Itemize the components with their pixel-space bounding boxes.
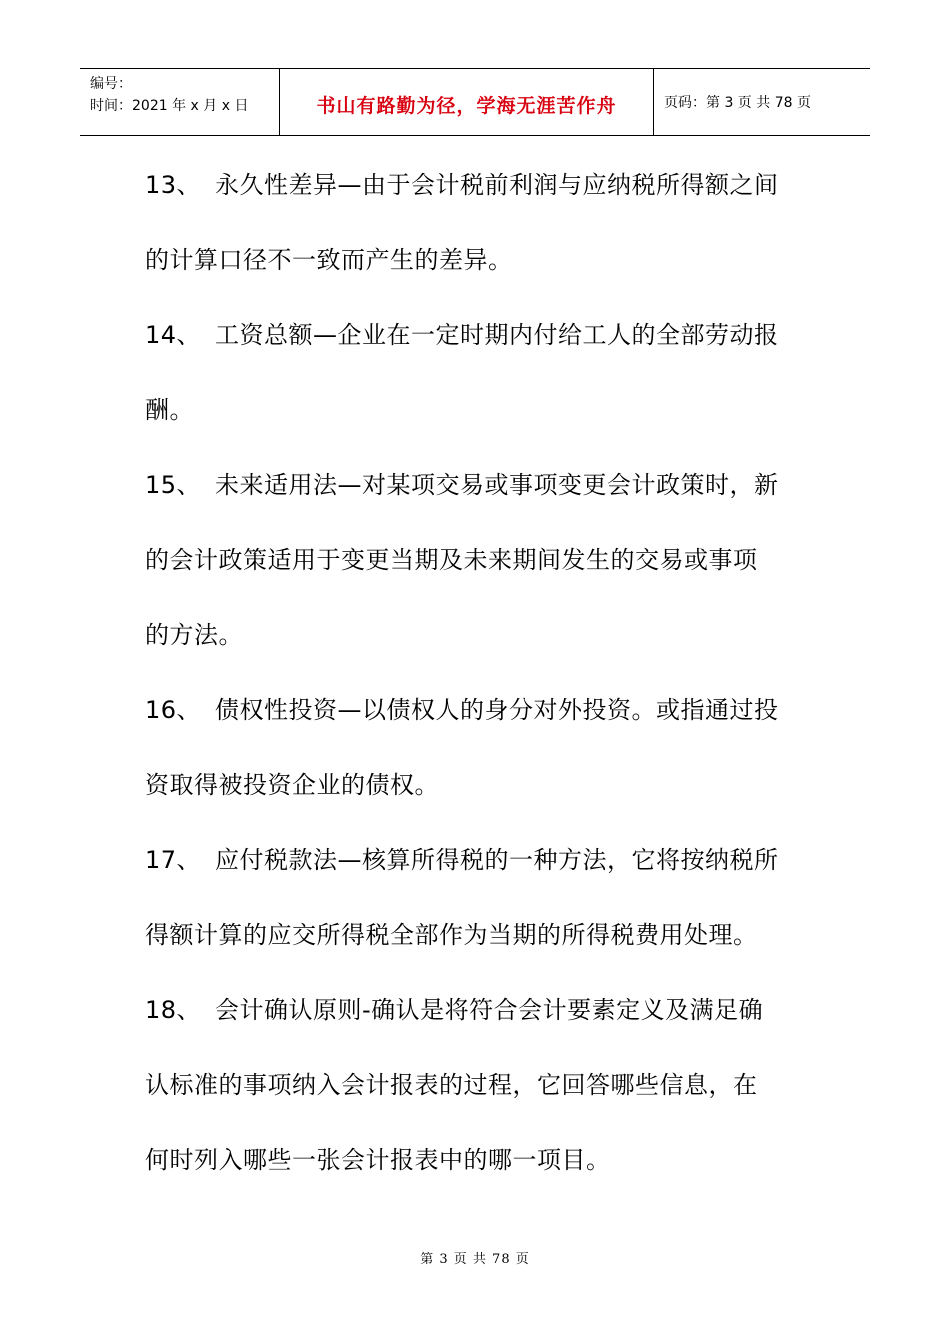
page-footer: 第 3 页 共 78 页 [420,1252,530,1267]
item-number: 14、 [145,321,202,349]
line-text: 会计确认原则-确认是将符合会计要素定义及满足确 [215,996,764,1024]
text-line [145,598,810,673]
line-text: 资取得被投资企业的债权。 [145,771,439,799]
header-motto-cell [280,69,654,135]
item-number: 18、 [145,996,202,1024]
line-text: 永久性差异—由于会计税前利润与应纳税所得额之间 [215,171,779,199]
item-number: 17、 [145,846,202,874]
line-text: 得额计算的应交所得税全部作为当期的所得税费用处理。 [145,921,758,949]
line-text: 何时列入哪些一张会计报表中的哪一项目。 [145,1146,611,1174]
line-text: 应付税款法—核算所得税的一种方法，它将按纳税所 [215,846,779,874]
item-number: 16、 [145,696,202,724]
text-line [145,223,810,298]
text-line [145,523,810,598]
header-motto: 书山有路勤为径，学海无涯苦作舟 [316,94,617,117]
text-line [145,298,810,373]
text-line [145,898,810,973]
line-text: 的方法。 [145,621,243,649]
line-text: 债权性投资—以债权人的身分对外投资。或指通过投 [215,696,779,724]
line-text: 的计算口径不一致而产生的差异。 [145,246,513,274]
document-time: 时间：2021 年 x 月 x 日 [90,98,249,114]
header-page-cell [654,69,870,135]
text-line [145,1048,810,1123]
item-number: 13、 [145,171,202,199]
line-text: 的会计政策适用于变更当期及未来期间发生的交易或事项 [145,546,758,574]
line-text: 工资总额—企业在一定时期内付给工人的全部劳动报 [215,321,779,349]
text-line [145,1123,810,1198]
text-line [145,148,810,223]
text-line [145,748,810,823]
page-header [80,68,870,136]
text-line [145,448,810,523]
document-number-label: 编号： [90,76,132,92]
document-body [145,148,810,1198]
line-text: 认标准的事项纳入会计报表的过程，它回答哪些信息，在 [145,1071,758,1099]
header-page-info: 页码：第 3 页 共 78 页 [664,95,811,111]
text-line [145,973,810,1048]
header-meta [80,69,280,135]
text-line [145,823,810,898]
item-number: 15、 [145,471,202,499]
text-line [145,373,810,448]
line-text: 酬。 [145,396,194,424]
line-text: 未来适用法—对某项交易或事项变更会计政策时，新 [215,471,779,499]
text-line [145,673,810,748]
